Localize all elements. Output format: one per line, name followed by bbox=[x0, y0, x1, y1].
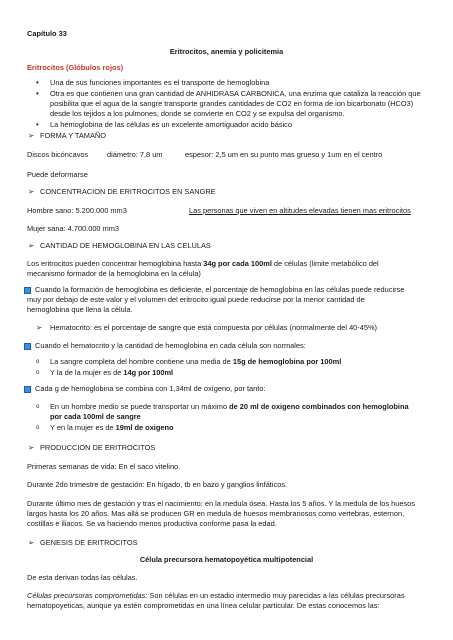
circle-bullet-icon: o bbox=[36, 359, 40, 365]
sub-item: En un hombre medio se puede transportar un máximo de 20 ml de oxigeno combinados con hemoglobina bbox=[50, 402, 409, 411]
produccion-l3a: Durante último mes de gestación y tras el nacimiento: en la medula ósea. Hasta los 5 años. Y la medula de los huesos bbox=[27, 499, 415, 508]
genesis-heading: GENESIS DE ERITROCITOS bbox=[40, 538, 138, 547]
produccion-l2: Durante 2do trimestre de gestación: En hígado, tb en bazo y ganglios linfáticos. bbox=[27, 480, 288, 489]
combina-line: Cada g de hemoglobina se combina con 1,34ml de oxígeno, por tanto: bbox=[35, 384, 266, 393]
altitud-note: Las personas que viven en altitudes elevadas tienen mas eritrocitos bbox=[189, 206, 411, 215]
highlight-marker-icon bbox=[24, 386, 31, 393]
highlight-marker-icon bbox=[24, 287, 31, 294]
genesis-subtitle: Célula precursora hematopoyética multipotencial bbox=[139, 555, 314, 564]
genesis-l1: De esta derivan todas las células. bbox=[27, 573, 138, 582]
bullet-icon: • bbox=[36, 120, 39, 129]
concentracion-heading: CONCENTRACION DE ERITROCITOS EN SANGRE bbox=[40, 187, 216, 196]
bullet-icon: • bbox=[36, 78, 39, 87]
arrow-bullet-icon: ➢ bbox=[36, 323, 43, 332]
forma-col1: Discos bicóncavos bbox=[27, 150, 89, 159]
produccion-heading: PRODUCCION DE ERITROCITOS bbox=[40, 443, 156, 452]
arrow-bullet-icon: ➢ bbox=[28, 131, 35, 140]
genesis-l3: hematopoyeticas, aunque ya estén comprometidas en una línea celular particular. De estas conocemos las: bbox=[27, 601, 380, 610]
produccion-l3b: largos hasta los 20 años. Mas allá se producen GR en medula de huesos membranosos como vertebras, esternon, bbox=[27, 509, 405, 518]
list-item-continuation: posibilita que el agua de la sangre transporte grandes cantidades de CO2 en forma de ion bicarbonato (HCO3) bbox=[50, 99, 414, 108]
genesis-l2: Células precursoras comprometidas: Son células en un estadio intermedio muy parecidas a las células precursoras bbox=[27, 591, 405, 600]
arrow-bullet-icon: ➢ bbox=[28, 443, 35, 452]
hemoglobina-p2-l2: muy por debajo de este valor y el volumen del eritrocito igual puede reducirse por la menor cantidad de bbox=[27, 295, 365, 304]
normal-line: Cuando el hematocrito y la cantidad de hemoglobina en cada célula son normales: bbox=[35, 341, 306, 350]
list-item: La hemoglobina de las células es un excelente amortiguador acido básico bbox=[50, 120, 292, 129]
hemoglobina-p1: Los eritrocitos pueden concentrar hemoglobina hasta 34g por cada 100ml de células (limite metabólico del bbox=[27, 259, 379, 268]
sub-item-continuation: por cada 100ml de sangre bbox=[50, 412, 141, 421]
sub-item: La sangre completa del hombre contiene una media de 15g de hemoglobina por 100ml bbox=[50, 357, 342, 366]
forma-heading: FORMA Y TAMAÑO bbox=[40, 131, 106, 140]
arrow-bullet-icon: ➢ bbox=[28, 538, 35, 547]
arrow-bullet-icon: ➢ bbox=[28, 187, 35, 196]
circle-bullet-icon: o bbox=[36, 425, 40, 431]
highlight-marker-icon bbox=[24, 343, 31, 350]
hombre-sano: Hombre sano: 5.200.000 mm3 bbox=[27, 206, 127, 215]
bullet-icon: • bbox=[36, 89, 39, 98]
list-item: Otra es que contienen una gran cantidad de ANHIDRASA CARBONICA, una enzima que cataliza la reacción que bbox=[50, 89, 421, 98]
list-item-continuation: desde los tejidos a los pulmones, donde se convierte en CO2 y se expulsa del organismo. bbox=[50, 109, 345, 118]
section-heading: Eritrocitos (Glóbulos rojos) bbox=[27, 63, 124, 72]
circle-bullet-icon: o bbox=[36, 404, 40, 410]
forma-col3: espesor: 2,5 um en su punto mas grueso y 1um en el centro bbox=[185, 150, 383, 159]
hematocrito-line: Hematocrito: es el porcentaje de sangre que está compuesta por células (normalmente del 40-45%) bbox=[50, 323, 378, 332]
circle-bullet-icon: o bbox=[36, 370, 40, 376]
produccion-l1: Primeras semanas de vida: En el saco vitelino. bbox=[27, 462, 181, 471]
mujer-sana: Mujer sana: 4.700.000 mm3 bbox=[27, 224, 120, 233]
sub-item: Y la de la mujer es de 14g por 100ml bbox=[50, 368, 174, 377]
hemoglobina-heading: CANTIDAD DE HEMOGLOBINA EN LAS CELULAS bbox=[40, 241, 211, 250]
page-title: Eritrocitos, anemia y policitemia bbox=[169, 47, 284, 56]
forma-line2: Puede deformarse bbox=[27, 170, 88, 179]
arrow-bullet-icon: ➢ bbox=[28, 241, 35, 250]
chapter-label: Capítulo 33 bbox=[27, 29, 67, 38]
list-item: Una de sus funciones importantes es el transporte de hemoglobina bbox=[50, 78, 270, 87]
forma-col2: diámetro: 7,8 um bbox=[107, 150, 163, 159]
hemoglobina-p1-line2: mecanismo formador de la hemoglobina en la célula) bbox=[27, 269, 201, 278]
hemoglobina-p2-l1: Cuando la formación de hemoglobina es deficiente, el porcentaje de hemoglobina en las células puede reducirse bbox=[35, 285, 405, 294]
sub-item: Y en la mujer es de 19ml de oxigeno bbox=[50, 423, 174, 432]
hemoglobina-p2-l3: hemoglobina que llena la célula. bbox=[27, 305, 133, 314]
produccion-l3c: costillas e iliacos. Se va haciendo menos productiva conforme pasa la edad. bbox=[27, 519, 277, 528]
